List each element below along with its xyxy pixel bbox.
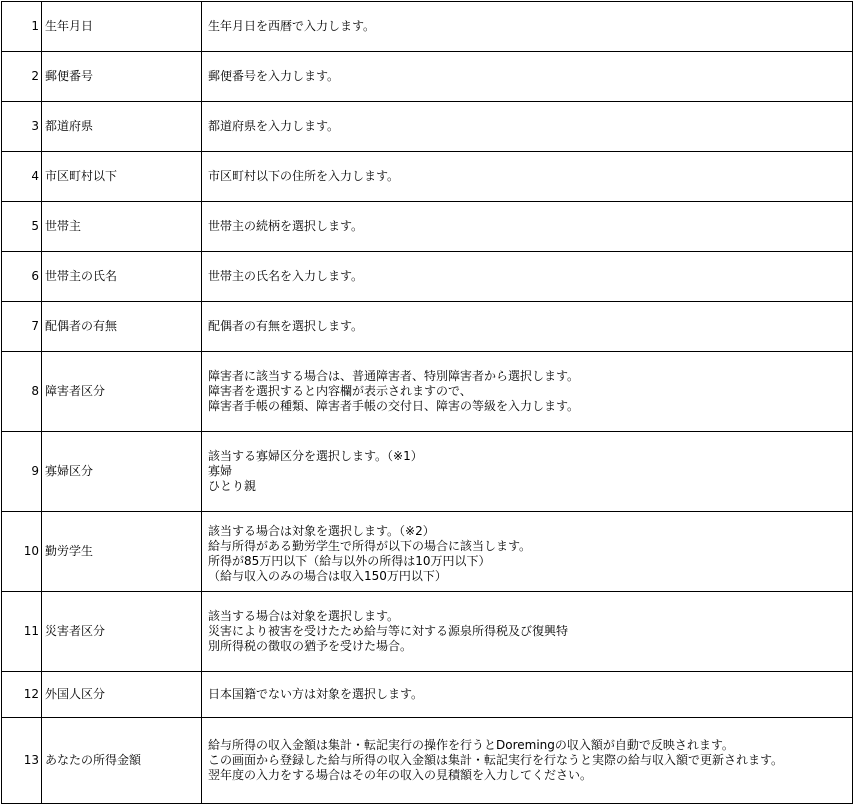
description-line: 都道府県を入力します。 <box>208 119 340 133</box>
table-row <box>2 52 853 102</box>
table-row <box>2 102 853 152</box>
description-line: 該当する寡婦区分を選択します。（※1） <box>208 449 423 463</box>
table-row <box>2 2 853 52</box>
field-name: 勤労学生 <box>42 512 202 592</box>
row-number: 8 <box>2 352 42 432</box>
field-name: 寡婦区分 <box>42 432 202 512</box>
table-row <box>2 592 853 672</box>
table-row <box>2 512 853 592</box>
description-line: 世帯主の続柄を選択します。 <box>208 219 364 233</box>
description-line: 給与所得がある勤労学生で所得が以下の場合に該当します。 <box>208 538 532 553</box>
description-line: ひとり親 <box>208 479 257 493</box>
row-number: 5 <box>2 202 42 252</box>
table-row <box>2 352 853 432</box>
row-number: 11 <box>2 592 42 672</box>
field-description <box>202 302 853 352</box>
table-row <box>2 252 853 302</box>
field-description <box>202 252 853 302</box>
field-description <box>202 718 853 804</box>
table-row <box>2 202 853 252</box>
description-line: 日本国籍でない方は対象を選択します。 <box>208 687 424 701</box>
field-name: 生年月日 <box>42 2 202 52</box>
description-line: 災害により被害を受けたため給与等に対する源泉所得税及び復興特 <box>208 624 569 638</box>
description-line: 世帯主の氏名を入力します。 <box>208 269 364 283</box>
description-line: 障害者を選択すると内容欄が表示されますので、 <box>208 384 472 398</box>
description-line: 該当する場合は対象を選択します。 <box>208 609 400 623</box>
field-name: 市区町村以下 <box>42 152 202 202</box>
row-number: 7 <box>2 302 42 352</box>
field-description <box>202 52 853 102</box>
table-row <box>2 672 853 718</box>
description-line: 配偶者の有無を選択します。 <box>208 319 364 333</box>
field-name: 都道府県 <box>42 102 202 152</box>
row-number: 2 <box>2 52 42 102</box>
description-line: 別所得税の徴収の猶予を受けた場合。 <box>208 639 413 653</box>
field-description <box>202 672 853 718</box>
field-description <box>202 512 853 592</box>
description-line: この画面から登録した給与所得の収入金額は集計・転記実行を行なうと実際の給与収入額で更新されます。 <box>208 753 784 767</box>
description-line: 寡婦 <box>208 464 233 478</box>
field-name: あなたの所得金額 <box>42 718 202 804</box>
description-line: 該当する場合は対象を選択します。（※2） <box>208 523 435 538</box>
field-description <box>202 2 853 52</box>
row-number: 10 <box>2 512 42 592</box>
description-line: 障害者に該当する場合は、普通障害者、特別障害者から選択します。 <box>208 369 580 383</box>
table-row <box>2 302 853 352</box>
description-line: 市区町村以下の住所を入力します。 <box>208 169 400 183</box>
field-name: 世帯主 <box>42 202 202 252</box>
description-line: 所得が85万円以下（給与以外の所得は10万円以下） <box>208 553 491 568</box>
field-name: 配偶者の有無 <box>42 302 202 352</box>
field-description <box>202 202 853 252</box>
field-description <box>202 352 853 432</box>
row-number: 4 <box>2 152 42 202</box>
description-line: 郵便番号を入力します。 <box>208 69 340 83</box>
description-line: （給与収入のみの場合は収入150万円以下） <box>208 568 447 583</box>
description-line: 給与所得の収入金額は集計・転記実行の操作を行うとDoremingの収入額が自動で反映されます。 <box>208 738 734 752</box>
field-description <box>202 592 853 672</box>
row-number: 1 <box>2 2 42 52</box>
row-number: 6 <box>2 252 42 302</box>
table-row <box>2 718 853 804</box>
field-description-table <box>1 1 853 804</box>
row-number: 13 <box>2 718 42 804</box>
field-name: 外国人区分 <box>42 672 202 718</box>
field-description <box>202 102 853 152</box>
description-line: 翌年度の入力をする場合はその年の収入の見積額を入力してください。 <box>208 768 593 782</box>
description-line: 障害者手帳の種類、障害者手帳の交付日、障害の等級を入力します。 <box>208 399 580 413</box>
field-description <box>202 152 853 202</box>
table-row <box>2 432 853 512</box>
row-number: 12 <box>2 672 42 718</box>
row-number: 9 <box>2 432 42 512</box>
field-name: 障害者区分 <box>42 352 202 432</box>
field-name: 世帯主の氏名 <box>42 252 202 302</box>
field-name: 災害者区分 <box>42 592 202 672</box>
description-line: 生年月日を西暦で入力します。 <box>208 19 376 33</box>
row-number: 3 <box>2 102 42 152</box>
field-description <box>202 432 853 512</box>
field-name: 郵便番号 <box>42 52 202 102</box>
table-row <box>2 152 853 202</box>
